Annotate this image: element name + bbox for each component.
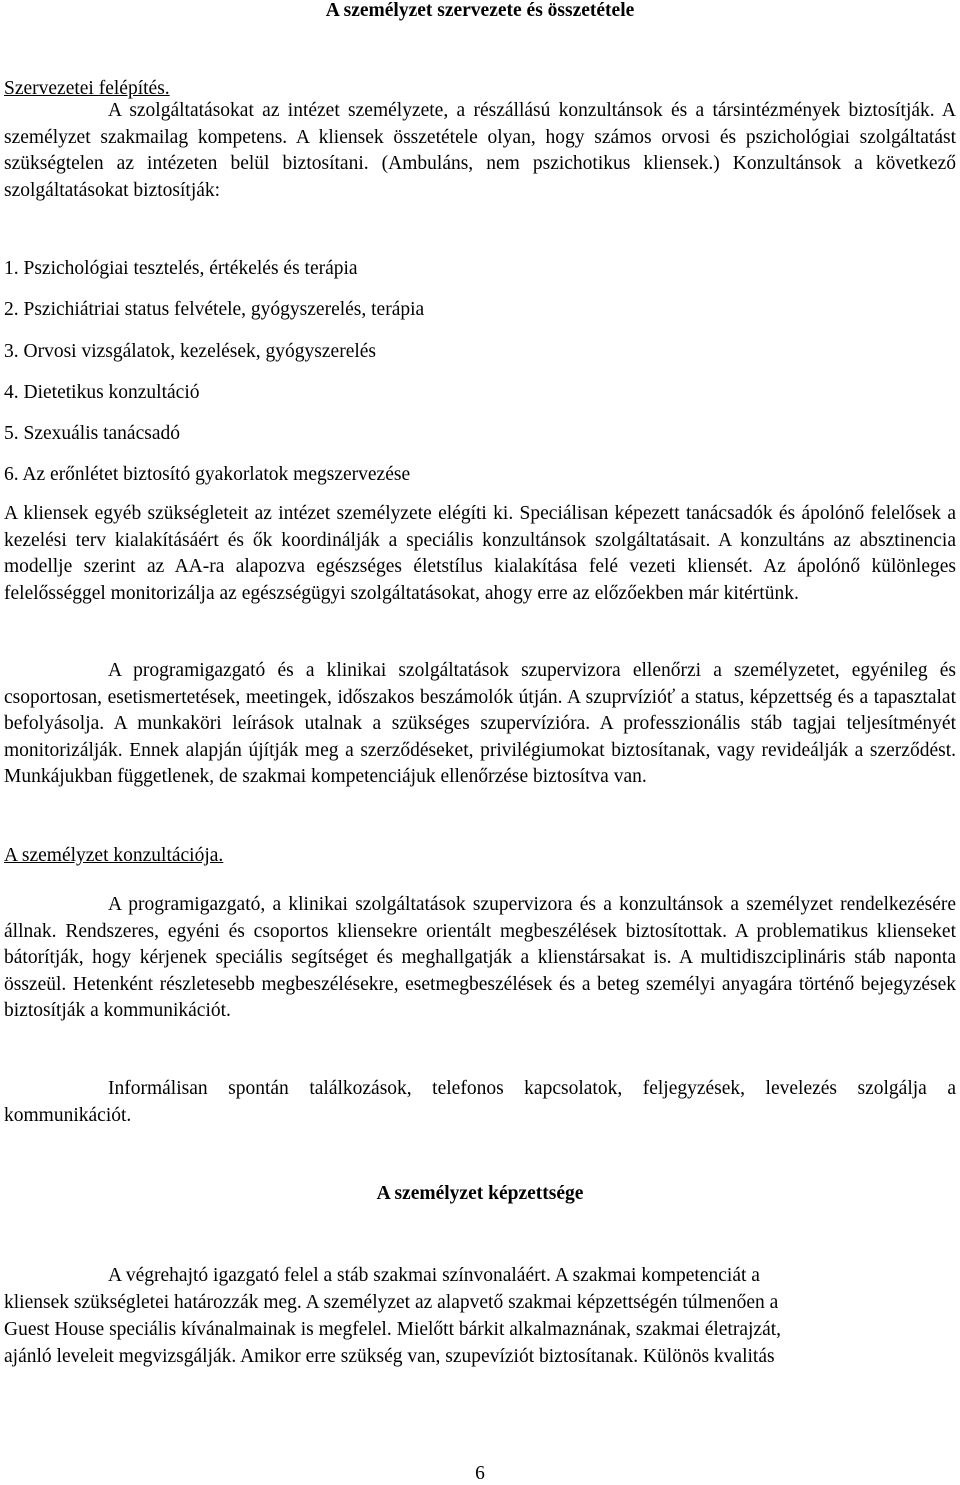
page-number: 6 xyxy=(475,1463,485,1484)
service-item-3: 3. Orvosi vizsgálatok, kezelések, gyógyszerelés xyxy=(4,341,377,362)
service-item-2: 2. Pszichiátriai status felvétele, gyógyszerelés, terápia xyxy=(4,299,425,320)
page-title: A személyzet szervezete és összetétele xyxy=(325,0,635,21)
organization-paragraph: A szolgáltatásokat az intézet személyzete, a részállású konzultánsok és a társintézmények biztosítják. A személyzet szakmailag kompetens. A kliensek összetétele olyan, hogy számos orvosi és pszichológiai szolgáltatást szükségtelen az intézeten belül biztosítani. (Ambuláns, nem pszichotikus kliensek.) Konzultánsok a következő szolgáltatásokat biztosítják: xyxy=(4,100,956,201)
section-heading-consultation: A személyzet konzultációja. xyxy=(4,845,224,866)
qualification-line-3: Guest House speciális kívánalmainak is megfelel. Mielőtt bárkit alkalmaznának, szakmai életrajzát, xyxy=(4,1319,782,1340)
supervision-paragraph: A programigazgató és a klinikai szolgáltatások szupervizora ellenőrzi a személyzetet, egyénileg és csoportosan, esetismertetések, meetingek, időszakos beszámolók útján. A szuprvízióť a status, képzettség és a tapasztalat befolyásolja. A munkaköri leírások utalnak a szükséges szupervízióra. A professzionális stáb tagjai teljesítményét monitorizálják. Ennek alapján újítják meg a szerződéseket, privilégiumokat biztosítanak, vagy revideálják a szerződést. Munkájukban függetlenek, de szakmai kompetenciájuk ellenőrzése biztosítva van. xyxy=(4,660,956,787)
qualification-line-2: kliensek szükségletei határozzák meg. A személyzet az alapvető szakmai képzettségén túlmenően a xyxy=(4,1292,779,1313)
staff-needs-paragraph: A kliensek egyéb szükségleteit az intézet személyzete elégíti ki. Speciálisan képezett tanácsadók és ápolónő felelősek a kezelési terv kialakításáért és ők koordinálják a speciális konzultánsok szolgáltatásait. A konzultáns az absztinencia modellje szerint az AA-ra alapozva egészséges életstílus kialakítása felé vezeti kliensét. Az ápolónő különleges felelősséggel monitorizálja az egészségügyi szolgáltatásokat, ahogy erre az előzőekben már kitértünk. xyxy=(4,503,956,604)
informal-communication-paragraph: Informálisan spontán találkozások, telefonos kapcsolatok, feljegyzések, levelezés szolgálja a kommunikációt. xyxy=(4,1078,956,1126)
service-item-4: 4. Dietetikus konzultáció xyxy=(4,382,200,403)
section-heading-qualification: A személyzet képzettsége xyxy=(376,1183,584,1204)
service-item-1: 1. Pszichológiai tesztelés, értékelés és terápia xyxy=(4,258,358,279)
qualification-line-1: A végrehajtó igazgató felel a stáb szakmai színvonaláért. A szakmai kompetenciát a xyxy=(108,1265,760,1286)
service-item-6: 6. Az erőnlétet biztosító gyakorlatok megszervezése xyxy=(4,464,411,485)
consultation-paragraph: A programigazgató, a klinikai szolgáltatások szupervizora és a konzultánsok a személyzet rendelkezésére állnak. Rendszeres, egyéni és csoportos kliensekre orientált megbeszélések biztosítottak. A problematikus klienseket bátorítják, hogy kérjenek speciális segítséget és meghallgatják a klienstársakat is. A multidiszciplináris stáb naponta összeül. Hetenként részletesebb megbeszélésekre, esetmegbeszélések és a beteg személyi anyagára történő bejegyzések biztosítják a kommunikációt. xyxy=(4,894,956,1021)
section-heading-organization: Szervezetei felépítés. xyxy=(4,78,170,99)
qualification-line-4: ajánló leveleit megvizsgálják. Amikor erre szükség van, szupevíziót biztosítanak. Különös kvalitás xyxy=(4,1346,775,1367)
service-item-5: 5. Szexuális tanácsadó xyxy=(4,423,180,444)
